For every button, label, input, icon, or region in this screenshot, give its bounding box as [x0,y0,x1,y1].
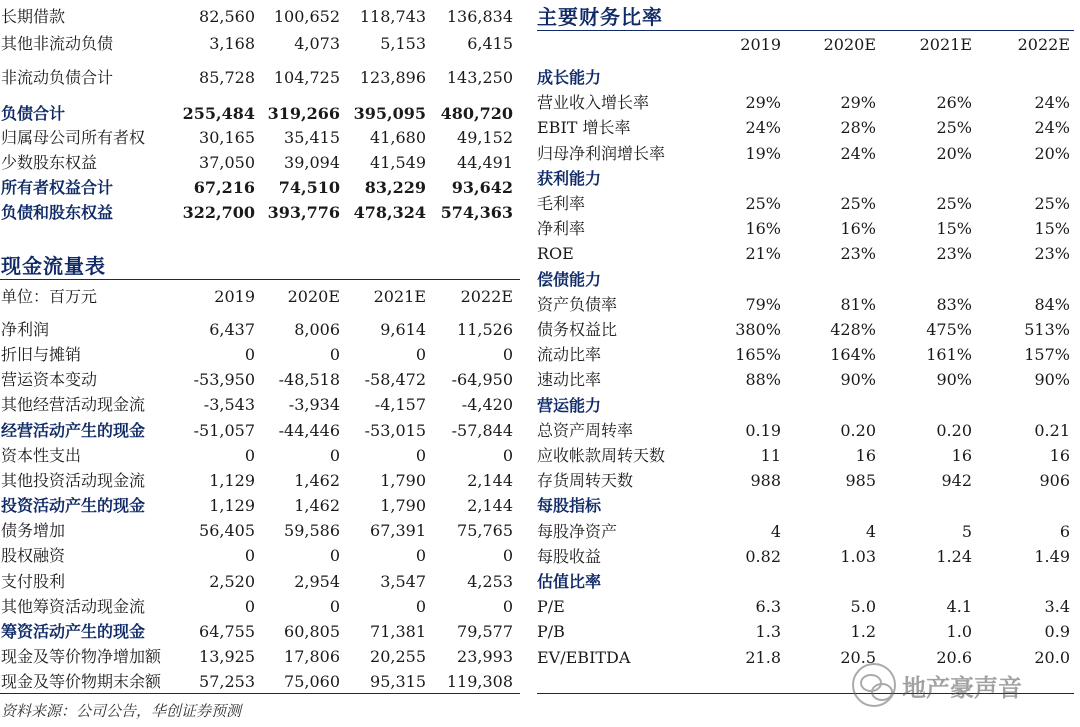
cashflow-row-value: 8,006 [294,320,340,339]
cashflow-row-value: 0 [502,546,513,565]
cashflow-row-value: -58,472 [364,370,426,389]
cashflow-year: 2019 [214,287,255,306]
cashflow-row-label: 资本性支出 [1,446,82,465]
cashflow-row-value: 1,790 [380,496,426,515]
balance-row-value: 41,549 [370,153,426,172]
ratios-year: 2022E [1017,35,1070,54]
cashflow-row-label: 营运资本变动 [1,370,98,389]
ratios-row-label: EV/EBITDA [537,648,631,667]
cashflow-row-value: 0 [502,345,513,364]
ratios-row-label: 速动比率 [537,370,602,389]
ratios-row-value: 20.0 [1034,648,1070,667]
cashflow-row-value: 0 [244,546,255,565]
ratios-title-rule [537,30,1074,31]
balance-row-value: 49,152 [457,128,513,147]
cashflow-row-value: 0 [329,597,340,616]
ratios-row-value: 0.19 [745,421,781,440]
cashflow-row-value: 0 [415,597,426,616]
ratios-row-value: 23% [1034,244,1070,263]
cashflow-row-value: 1,462 [294,471,340,490]
cashflow-row-value: 0 [502,597,513,616]
ratios-row-label: P/B [537,622,565,641]
cashflow-row-value: -57,844 [451,421,513,440]
cashflow-title-rule [0,279,520,280]
balance-row-value: 3,168 [209,34,255,53]
balance-row-value: 74,510 [278,178,340,197]
ratios-row-label: 资产负债率 [537,295,618,314]
balance-row-value: 4,073 [294,34,340,53]
ratios-row-value: 25% [745,194,781,213]
ratios-row-value: 25% [936,118,972,137]
ratios-row-label: 毛利率 [537,194,586,213]
cashflow-row-label: 折旧与摊销 [1,345,82,364]
ratios-row-value: 25% [840,194,876,213]
cashflow-row-label: 投资活动产生的现金 [1,496,146,515]
cashflow-row-value: 0 [244,446,255,465]
cashflow-row-value: 0 [244,597,255,616]
cashflow-row-value: -4,420 [461,395,513,414]
ratios-row-value: 161% [926,345,972,364]
balance-row-value: 143,250 [446,68,513,87]
ratios-row-label: EBIT 增长率 [537,118,631,137]
ratios-row-value: 942 [941,471,972,490]
ratios-row-value: 0.20 [936,421,972,440]
cashflow-row-value: -64,950 [451,370,513,389]
cashflow-row-label: 债务增加 [1,521,66,540]
ratios-row-value: 1.3 [755,622,781,641]
ratios-row-value: 90% [936,370,972,389]
cashflow-year: 2022E [460,287,513,306]
cashflow-row-value: -3,934 [288,395,340,414]
ratios-row-value: 1.24 [936,547,972,566]
balance-row-label: 所有者权益合计 [1,178,114,197]
ratios-section-heading: 估值比率 [537,572,602,591]
ratios-row-value: 28% [840,118,876,137]
ratios-row-label: 应收帐款周转天数 [537,446,666,465]
ratios-row-value: 16% [745,219,781,238]
ratios-row-value: 20% [936,144,972,163]
cashflow-bottom-rule [0,693,520,694]
ratios-row-value: 165% [735,345,781,364]
ratios-section-heading: 获利能力 [537,169,602,188]
cashflow-row-value: -53,950 [193,370,255,389]
cashflow-row-value: -44,446 [278,421,340,440]
balance-row-value: 30,165 [199,128,255,147]
cashflow-row-value: 0 [329,546,340,565]
ratios-row-value: 0.20 [840,421,876,440]
wechat-icon [852,663,896,707]
balance-row-label: 其他非流动负债 [1,34,114,53]
balance-row-value: 85,728 [199,68,255,87]
cashflow-row-value: 13,925 [199,647,255,666]
ratios-row-value: 21.8 [745,648,781,667]
cashflow-row-value: -4,157 [374,395,426,414]
cashflow-row-label: 股权融资 [1,546,66,565]
balance-row-value: 478,324 [353,203,426,222]
balance-row-label: 负债和股东权益 [1,203,114,222]
balance-row-label: 少数股东权益 [1,153,98,172]
watermark-text: 地产豪声音 [902,673,1022,702]
balance-row-value: 41,680 [370,128,426,147]
balance-row-value: 93,642 [451,178,513,197]
cashflow-row-value: 1,790 [380,471,426,490]
cashflow-title: 现金流量表 [1,254,106,278]
balance-row-value: 480,720 [440,104,513,123]
balance-row-value: 395,095 [353,104,426,123]
ratios-row-value: 20.6 [936,648,972,667]
cashflow-row-value: 0 [415,345,426,364]
cashflow-row-value: 11,526 [457,320,513,339]
ratios-row-value: 4.1 [946,597,972,616]
cashflow-row-value: 2,954 [294,572,340,591]
ratios-row-value: 24% [1034,118,1070,137]
balance-row-value: 5,153 [380,34,426,53]
cashflow-row-label: 支付股利 [1,572,66,591]
balance-row-label: 长期借款 [1,7,66,26]
cashflow-row-value: 60,805 [284,622,340,641]
ratios-row-value: 84% [1034,295,1070,314]
ratios-row-value: 15% [936,219,972,238]
ratios-row-value: 157% [1024,345,1070,364]
ratios-section-heading: 营运能力 [537,396,602,415]
ratios-row-value: 475% [926,320,972,339]
cashflow-row-value: 0 [415,546,426,565]
ratios-row-value: 0.9 [1044,622,1070,641]
ratios-row-label: 每股净资产 [537,522,618,541]
cashflow-row-value: 23,993 [457,647,513,666]
cashflow-row-value: 2,144 [467,471,513,490]
ratios-row-value: 15% [1034,219,1070,238]
cashflow-row-value: 75,765 [457,521,513,540]
ratios-row-label: P/E [537,597,565,616]
balance-row-value: 67,216 [193,178,255,197]
ratios-year: 2021E [919,35,972,54]
ratios-row-value: 20.5 [840,648,876,667]
cashflow-row-value: 4,253 [467,572,513,591]
cashflow-row-value: 0 [244,345,255,364]
cashflow-row-label: 现金及等价物期末余额 [1,672,162,691]
cashflow-row-value: 56,405 [199,521,255,540]
ratios-row-value: 16 [951,446,972,465]
ratios-row-value: 0.82 [745,547,781,566]
ratios-row-label: 债务权益比 [537,320,618,339]
balance-row-value: 255,484 [182,104,255,123]
ratios-row-value: 164% [830,345,876,364]
ratios-row-label: 流动比率 [537,345,602,364]
cashflow-year: 2021E [373,287,426,306]
ratios-section-heading: 成长能力 [537,68,602,87]
ratios-row-value: 428% [830,320,876,339]
ratios-row-value: 1.03 [840,547,876,566]
source-note: 资料来源：公司公告，华创证券预测 [1,702,242,720]
ratios-row-label: 归母净利润增长率 [537,144,666,163]
balance-row-value: 82,560 [199,7,255,26]
cashflow-row-value: -51,057 [193,421,255,440]
ratios-row-value: 4 [770,522,781,541]
ratios-row-value: 3.4 [1044,597,1070,616]
balance-row-value: 37,050 [199,153,255,172]
ratios-row-value: 988 [750,471,781,490]
balance-row-value: 104,725 [273,68,340,87]
ratios-row-value: 24% [745,118,781,137]
cashflow-row-value: 0 [415,446,426,465]
cashflow-row-label: 其他筹资活动现金流 [1,597,146,616]
ratios-row-value: 4 [865,522,876,541]
ratios-row-label: 总资产周转率 [537,421,634,440]
cashflow-row-label: 现金及等价物净增加额 [1,647,162,666]
cashflow-unit-label: 单位：百万元 [1,287,98,306]
cashflow-row-label: 其他经营活动现金流 [1,395,146,414]
cashflow-row-label: 其他投资活动现金流 [1,471,146,490]
cashflow-row-value: 20,255 [370,647,426,666]
balance-row-value: 322,700 [182,203,255,222]
balance-row-value: 319,266 [267,104,340,123]
cashflow-row-value: 67,391 [370,521,426,540]
ratios-row-value: 88% [745,370,781,389]
ratios-row-value: 6 [1059,522,1070,541]
cashflow-row-value: 59,586 [284,521,340,540]
cashflow-row-value: -48,518 [278,370,340,389]
cashflow-year: 2020E [287,287,340,306]
cashflow-row-value: 71,381 [370,622,426,641]
balance-row-value: 6,415 [467,34,513,53]
balance-row-value: 100,652 [273,7,340,26]
ratios-row-label: 净利率 [537,219,586,238]
cashflow-row-value: 119,308 [446,672,513,691]
cashflow-row-value: 1,462 [294,496,340,515]
ratios-row-value: 25% [1034,194,1070,213]
ratios-row-value: 5 [961,522,972,541]
cashflow-row-value: -53,015 [364,421,426,440]
ratios-row-value: 0.21 [1034,421,1070,440]
ratios-row-value: 16% [840,219,876,238]
cashflow-row-value: 0 [502,446,513,465]
cashflow-row-label: 经营活动产生的现金 [1,421,146,440]
ratios-section-heading: 每股指标 [537,496,602,515]
balance-row-label: 负债合计 [1,104,66,123]
ratios-row-value: 23% [840,244,876,263]
ratios-row-value: 985 [845,471,876,490]
cashflow-row-value: 9,614 [380,320,426,339]
ratios-row-value: 1.49 [1034,547,1070,566]
cashflow-row-value: 1,129 [209,471,255,490]
ratios-row-value: 23% [936,244,972,263]
cashflow-row-value: -3,543 [203,395,255,414]
ratios-row-value: 83% [936,295,972,314]
cashflow-row-value: 6,437 [209,320,255,339]
balance-row-value: 118,743 [359,7,426,26]
cashflow-row-value: 0 [329,446,340,465]
ratios-row-value: 25% [936,194,972,213]
cashflow-row-value: 57,253 [199,672,255,691]
ratios-row-value: 11 [760,446,781,465]
cashflow-row-value: 2,144 [467,496,513,515]
ratios-row-value: 24% [840,144,876,163]
cashflow-row-value: 64,755 [199,622,255,641]
balance-row-value: 574,363 [440,203,513,222]
ratios-year: 2020E [823,35,876,54]
cashflow-row-value: 1,129 [209,496,255,515]
ratios-row-value: 380% [735,320,781,339]
ratios-row-value: 79% [745,295,781,314]
cashflow-row-value: 0 [329,345,340,364]
ratios-row-value: 21% [745,244,781,263]
cashflow-row-label: 净利润 [1,320,50,339]
cashflow-row-value: 79,577 [457,622,513,641]
ratios-row-value: 29% [840,93,876,112]
cashflow-row-value: 3,547 [380,572,426,591]
balance-row-label: 归属母公司所有者权 [1,128,146,147]
ratios-row-value: 20% [1034,144,1070,163]
ratios-row-value: 5.0 [850,597,876,616]
cashflow-row-label: 筹资活动产生的现金 [1,622,146,641]
ratios-row-value: 19% [745,144,781,163]
ratios-row-value: 81% [840,295,876,314]
ratios-row-value: 16 [1049,446,1070,465]
cashflow-row-value: 2,520 [209,572,255,591]
balance-row-value: 136,834 [446,7,513,26]
ratios-row-value: 90% [840,370,876,389]
ratios-row-value: 6.3 [755,597,781,616]
balance-row-label: 非流动负债合计 [1,68,114,87]
cashflow-row-value: 95,315 [370,672,426,691]
balance-row-value: 44,491 [457,153,513,172]
balance-row-value: 393,776 [267,203,340,222]
cashflow-row-value: 17,806 [284,647,340,666]
ratios-row-value: 513% [1024,320,1070,339]
cashflow-row-value: 75,060 [284,672,340,691]
ratios-year: 2019 [740,35,781,54]
ratios-row-value: 24% [1034,93,1070,112]
balance-row-value: 35,415 [284,128,340,147]
ratios-title: 主要财务比率 [537,5,663,29]
ratios-row-label: 存货周转天数 [537,471,634,490]
watermark [852,663,1022,707]
ratios-row-label: 每股收益 [537,547,602,566]
balance-row-value: 123,896 [359,68,426,87]
ratios-row-value: 90% [1034,370,1070,389]
balance-row-value: 83,229 [364,178,426,197]
ratios-row-value: 1.0 [946,622,972,641]
ratios-row-value: 16 [855,446,876,465]
balance-row-value: 39,094 [284,153,340,172]
ratios-row-label: ROE [537,244,574,263]
ratios-row-value: 906 [1039,471,1070,490]
ratios-row-label: 营业收入增长率 [537,93,650,112]
ratios-section-heading: 偿债能力 [537,270,602,289]
ratios-row-value: 1.2 [850,622,876,641]
ratios-row-value: 26% [936,93,972,112]
ratios-row-value: 29% [745,93,781,112]
